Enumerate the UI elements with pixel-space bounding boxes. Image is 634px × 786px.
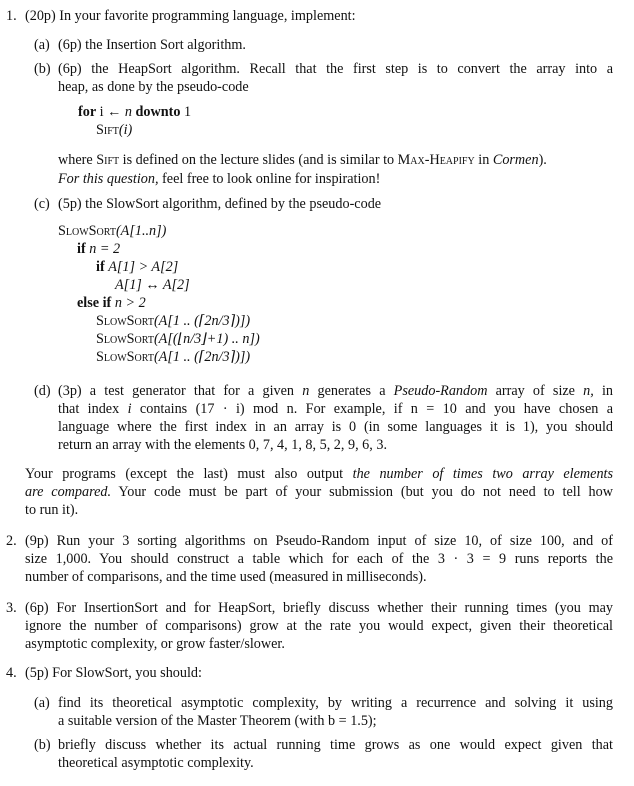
q1-outro-line3: to run it). [25, 502, 79, 518]
d-var-n: n [302, 383, 310, 399]
kw-else-if: else if [77, 295, 112, 311]
loop-var: i [99, 104, 104, 120]
inspiration-text: feel free to look online for inspiration! [162, 171, 381, 187]
q1d-line2 [58, 400, 613, 418]
d-var-n2: n, [583, 383, 594, 399]
q1b-where-line [58, 151, 547, 169]
d-text-e: that index [58, 401, 120, 417]
where-sift: Sift [96, 152, 120, 168]
outro-text-a: Your programs (except the last) must also output [25, 466, 344, 482]
slowsort-else-if [77, 294, 146, 312]
q3-line3: asymptotic complexity, or grow faster/slower. [25, 636, 285, 652]
q3-line1: (6p) For InsertionSort and for HeapSort, briefly discuss whether their running times (you may [25, 600, 613, 616]
q4-intro: (5p) For SlowSort, you should: [25, 665, 202, 681]
cond-compare: A[1] > A[2] [108, 259, 179, 275]
d-text-c: array of size [495, 383, 575, 399]
d-text-a: (3p) a test generator that for a given [58, 383, 295, 399]
max-heapify: Max-Heapify [397, 152, 475, 168]
slowsort-call-2 [96, 330, 260, 348]
slowsort-name: SlowSort [58, 223, 116, 239]
kw-for: for [78, 104, 97, 120]
q1d-label: (d) [34, 383, 51, 399]
cond-n-gt-2: n > 2 [114, 295, 146, 311]
where-text: is defined on the lecture slides (and is similar to [122, 152, 395, 168]
q4b-label: (b) [34, 737, 51, 753]
end-period: ). [538, 152, 547, 168]
q1d-line3: language where the first index in an array is 0 (in some languages it is 1), you should [58, 419, 613, 435]
in-word: in [478, 152, 490, 168]
slowsort-if-compare [96, 258, 178, 276]
cond-n-eq-2: n = 2 [89, 241, 121, 257]
q1d-line1 [58, 382, 613, 400]
kw-if: if [77, 241, 86, 257]
slowsort-name: SlowSort [96, 349, 154, 365]
heapsort-pseudocode-line1 [78, 103, 191, 121]
q1a-text: (6p) the Insertion Sort algorithm. [58, 37, 246, 53]
slowsort-swap: A[1] ↔ A[2] [115, 277, 190, 293]
q1a-label: (a) [34, 37, 50, 53]
call-args: (A[(⌊n/3⌋+1) .. n]) [153, 331, 260, 347]
q1c-label: (c) [34, 196, 50, 212]
q1b-inspiration-line [58, 170, 380, 188]
q1b-label: (b) [34, 61, 51, 77]
where-word: where [58, 152, 93, 168]
q2-line3: number of comparisons, and the time used (measured in milliseconds). [25, 569, 427, 585]
for-this-question: For this question, [58, 171, 159, 187]
kw-if: if [96, 259, 105, 275]
q2-line1: (9p) Run your 3 sorting algorithms on Pseudo-Random input of size 10, of size 100, and of [25, 533, 613, 549]
d-text-b: generates a [317, 383, 386, 399]
d-pseudo-random: Pseudo-Random [393, 383, 488, 399]
q1-intro: (20p) In your favorite programming language, implement: [25, 8, 356, 24]
loop-end: 1 [184, 104, 192, 120]
d-text-f: contains (17 · i) mod n. For example, if n = 10 and you have chosen a [139, 401, 614, 417]
call-args: (A[1 .. (⌈2n/3⌉)]) [153, 349, 251, 365]
q3-line2: ignore the number of comparisons) grow at the rate you would expect, given their theoretical [25, 618, 613, 634]
q4a-label: (a) [34, 695, 50, 711]
q2-number: 2. [6, 533, 17, 549]
sift-call: Sift [96, 122, 119, 138]
q4a-line2: a suitable version of the Master Theorem (with b = 1.5); [58, 713, 377, 729]
slowsort-call-3 [96, 348, 250, 366]
cormen-ref: Cormen [492, 152, 539, 168]
q1-number: 1. [6, 8, 17, 24]
var-n: n [124, 104, 132, 120]
q1b-line1: (6p) the HeapSort algorithm. Recall that the first step is to convert the array into a [58, 61, 613, 77]
d-var-i: i [127, 401, 132, 417]
outro-italic-b: are compared. [25, 484, 112, 500]
q1c-text: (5p) the SlowSort algorithm, defined by the pseudo-code [58, 196, 382, 212]
assign-arrow: ← [107, 104, 122, 120]
q4b-line2: theoretical asymptotic complexity. [58, 755, 254, 771]
call-args: (A[1 .. (⌈2n/3⌉)]) [153, 313, 251, 329]
slowsort-signature [58, 222, 166, 240]
outro-text-b: Your code must be part of your submission (but you do not need to tell how [118, 484, 613, 500]
slowsort-name: SlowSort [96, 313, 154, 329]
slowsort-sig: (A[1..n]) [115, 223, 167, 239]
q4-number: 4. [6, 665, 17, 681]
sift-arg: (i) [118, 122, 133, 138]
slowsort-if-n2 [77, 240, 120, 258]
kw-downto: downto [135, 104, 181, 120]
d-text-d: in [601, 383, 614, 399]
heapsort-pseudocode-line2 [96, 121, 132, 139]
q1d-line4: return an array with the elements 0, 7, 4, 1, 8, 5, 2, 9, 6, 3. [58, 437, 387, 453]
slowsort-call-1 [96, 312, 250, 330]
q2-line2: size 1,000. You should construct a table which for each of the 3 · 3 = 9 runs reports the [25, 551, 613, 567]
outro-italic-a: the number of times two array elements [352, 466, 614, 482]
q4b-line1: briefly discuss whether its actual running time grows as one would expect given that [58, 737, 613, 753]
q1b-line2: heap, as done by the pseudo-code [58, 79, 249, 95]
slowsort-name: SlowSort [96, 331, 154, 347]
q1-outro-line2 [25, 483, 613, 501]
q3-number: 3. [6, 600, 17, 616]
q1-outro-line1 [25, 465, 613, 483]
q4a-line1: find its theoretical asymptotic complexity, by writing a recurrence and solving it using [58, 695, 613, 711]
